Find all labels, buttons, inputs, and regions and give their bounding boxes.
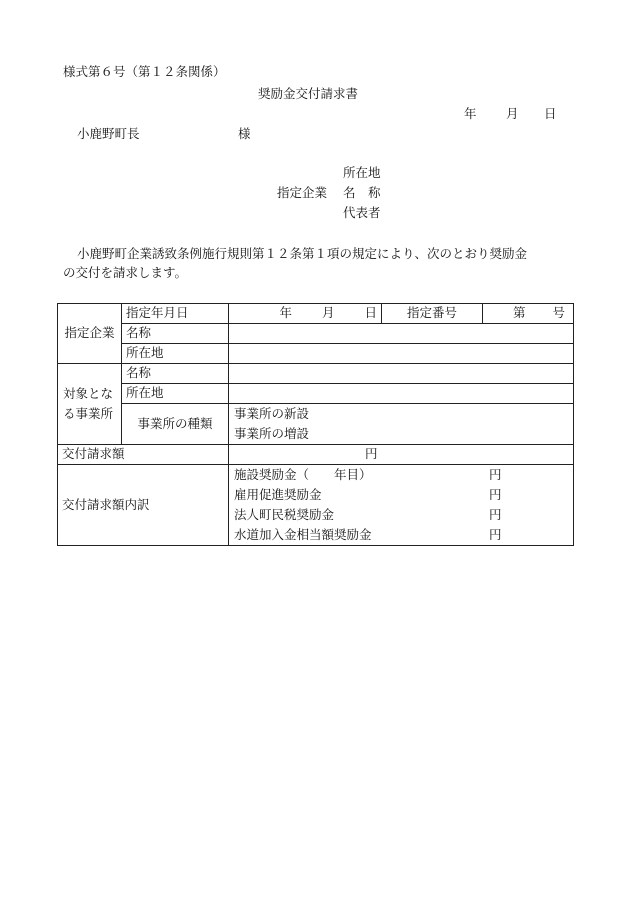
body-text-line2: の交付を請求します。	[63, 265, 188, 280]
office-address-label: 所在地	[122, 384, 229, 404]
office-type-expansion[interactable]: 事業所の増設	[234, 426, 310, 441]
office-name-field[interactable]	[229, 364, 574, 384]
request-amount-field[interactable]	[229, 445, 574, 465]
request-table	[57, 303, 574, 546]
target-office-group-label	[58, 364, 122, 445]
breakdown-item-name: 雇用促進奨励金	[234, 487, 322, 502]
addressee-name: 小鹿野町長	[77, 126, 140, 141]
designation-number-go: 号	[552, 305, 565, 321]
company-name-field[interactable]	[229, 324, 574, 344]
company-name-label: 名称	[122, 324, 229, 344]
breakdown-item-unit: 円	[489, 527, 502, 542]
page-title: 奨励金交付請求書	[258, 86, 359, 101]
table-row	[58, 364, 574, 384]
target-office-label-line2: る事業所	[63, 406, 114, 421]
office-type-new[interactable]: 事業所の新設	[234, 406, 310, 421]
designation-number-value[interactable]	[483, 304, 574, 324]
date-year: 年	[464, 106, 477, 121]
designated-company-group-label: 指定企業	[58, 304, 122, 364]
body-text-line1: 小鹿野町企業誘致条例施行規則第１２条第１項の規定により、次のとおり奨励金	[77, 246, 528, 261]
breakdown-item[interactable]	[234, 525, 569, 545]
table-row	[58, 384, 574, 404]
breakdown-item[interactable]	[234, 485, 569, 505]
applicant-address-label: 所在地	[343, 165, 381, 180]
breakdown-item-name: 施設奨励金（ 年目）	[234, 467, 372, 482]
breakdown-item-unit: 円	[489, 507, 502, 522]
table-row	[58, 465, 574, 546]
applicant-representative-label: 代表者	[343, 205, 381, 220]
target-office-label-line1: 対象とな	[63, 386, 114, 401]
office-type-options	[229, 404, 574, 445]
applicant-name-label: 名 称	[343, 185, 381, 200]
form-number: 様式第６号（第１２条関係）	[63, 64, 226, 79]
table-row	[58, 304, 574, 324]
designation-date-label: 指定年月日	[122, 304, 229, 324]
date-day: 日	[544, 106, 557, 121]
office-type-label: 事業所の種類	[122, 404, 229, 445]
table-row	[58, 324, 574, 344]
applicant-group-label: 指定企業	[277, 185, 328, 200]
request-amount-unit: 円	[365, 446, 378, 462]
table-row	[58, 445, 574, 465]
addressee-honorific: 様	[238, 126, 251, 141]
request-amount-label: 交付請求額	[58, 445, 229, 465]
designation-date-value[interactable]	[229, 304, 382, 324]
breakdown-item-unit: 円	[489, 487, 502, 502]
breakdown-item[interactable]	[234, 465, 569, 485]
designation-number-label: 指定番号	[382, 304, 483, 324]
breakdown-label: 交付請求額内訳	[58, 465, 229, 546]
breakdown-item-unit: 円	[489, 467, 502, 482]
designation-date-year: 年	[279, 305, 292, 321]
breakdown-item[interactable]	[234, 505, 569, 525]
designation-date-month: 月	[321, 305, 335, 321]
date-month: 月	[506, 106, 519, 121]
breakdown-item-name: 法人町民税奨励金	[234, 507, 335, 522]
breakdown-item-name: 水道加入金相当額奨励金	[234, 527, 372, 542]
company-address-field[interactable]	[229, 344, 574, 364]
company-address-label: 所在地	[122, 344, 229, 364]
breakdown-items	[229, 465, 574, 546]
table-row	[58, 404, 574, 445]
designation-date-day: 日	[364, 305, 377, 321]
designation-number-dai: 第	[513, 305, 526, 321]
office-name-label: 名称	[122, 364, 229, 384]
office-address-field[interactable]	[229, 384, 574, 404]
table-row	[58, 344, 574, 364]
